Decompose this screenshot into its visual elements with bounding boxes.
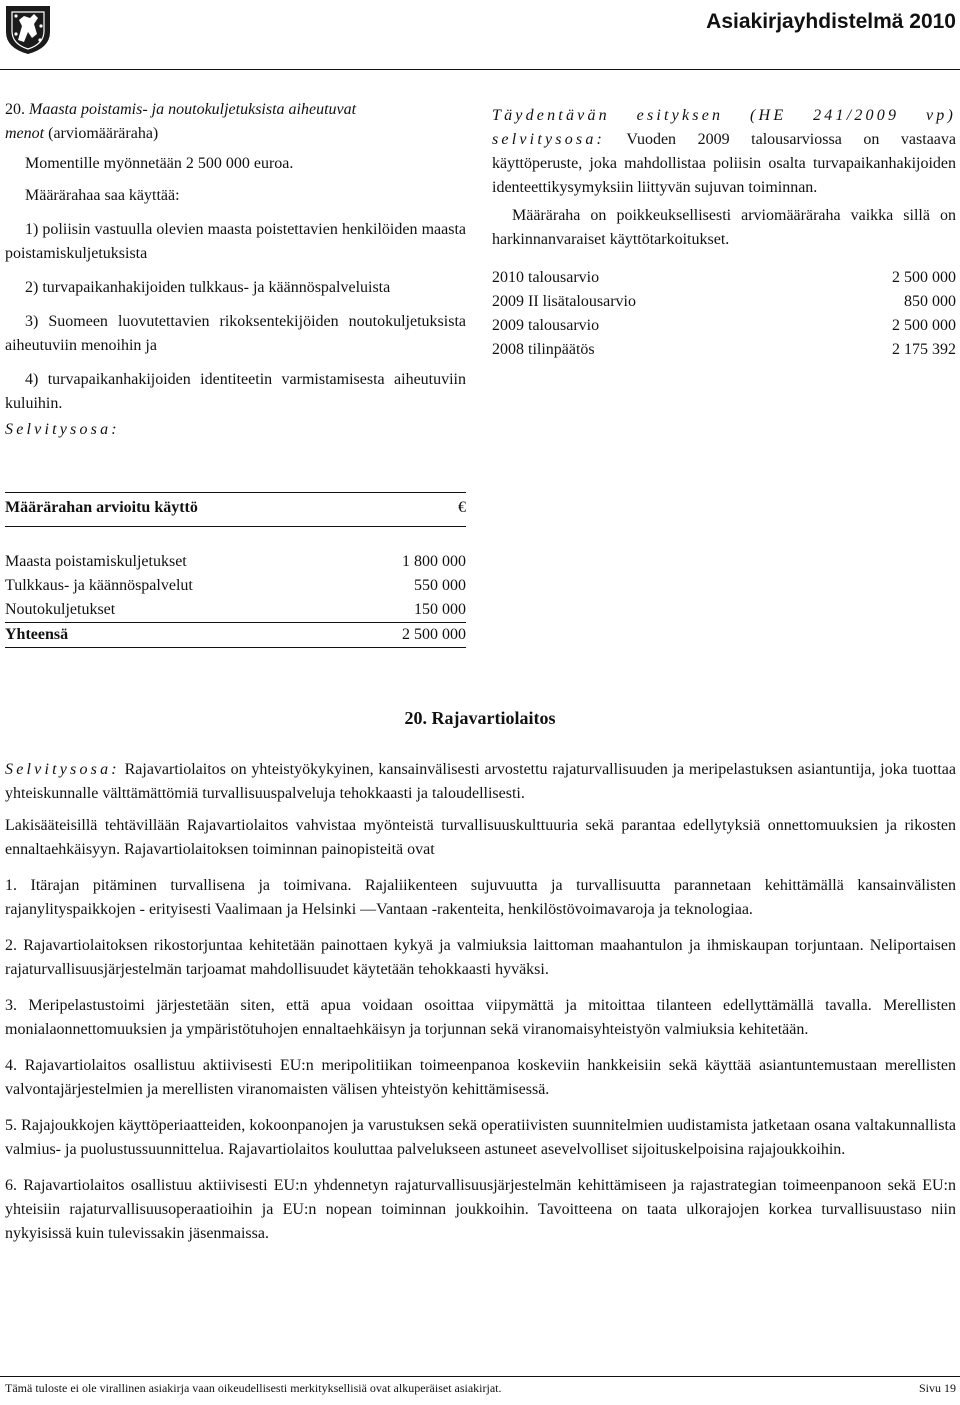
list-item: 4. Rajavartiolaitos osallistuu aktiivisesti EU:n meripolitiikan toimeenpanoa koskeviin hankkeisiin sekä käyttää asiantuntemustaan merellisten valvontajärjestelmien ja merellisten viranomaisten välisen yhteistyön kehittämisessä.	[5, 1057, 956, 1098]
paragraph: Lakisääteisillä tehtävillään Rajavartiolaitos vahvistaa myönteistä turvallisuuskulttuuria sekä parantaa edellytyksiä onnettomuuksien ja rikosten ennaltaehkäisyyn. Rajavartiolaitoksen toiminnan painopisteitä ovat	[5, 817, 956, 858]
footer-divider	[0, 1376, 960, 1377]
coat-of-arms-logo	[4, 4, 52, 56]
subsection-heading: 20. Maasta poistamis- ja noutokuljetuksista aiheutuvat	[5, 101, 357, 118]
paragraph: 4) turvapaikanhakijoiden identiteetin varmistamisesta aiheutuviin kuluihin.	[5, 371, 466, 412]
list-item: 2. Rajavartiolaitoksen rikostorjuntaa kehitetään painottaen kykyä ja valmiuksia laittoman maahantulon ja ihmiskaupan torjuntaan. Neliportaisen rajaturvallisuusjärjestelmän tarjoamat mahdollisuudet käytetään tehokkaasti hyväksi.	[5, 937, 956, 978]
table-header-row: Määrärahan arvioitu käyttö €	[5, 499, 466, 516]
paragraph: Määrärahaa saa käyttää:	[25, 187, 180, 204]
table-row: Maasta poistamiskuljetukset 1 800 000	[5, 553, 466, 570]
right-column	[492, 104, 956, 362]
table-row: Noutokuljetukset 150 000	[5, 601, 466, 618]
paragraph: 3) Suomeen luovutettavien rikoksentekijöiden noutokuljetuksista aiheutuviin menoihin ja	[5, 313, 466, 354]
footer-note: Tämä tuloste ei ole virallinen asiakirja vaan oikeudellisesti merkityksellisiä ovat alkuperäiset asiakirjat.	[5, 1381, 502, 1395]
section-body	[5, 758, 956, 1246]
budget-table	[492, 266, 956, 362]
page-number: Sivu 19	[918, 1381, 956, 1395]
table-rule-bottom	[5, 647, 466, 648]
list-item: 3. Meripelastustoimi järjestetään siten, että apua voidaan osoittaa viipymättä ja mitoittaa tilanteen edellyttämällä tavalla. Merellisten monialaonnettomuuksien ja ympäristötuhojen ennaltaehkäisyn ja torjunnan sekä viranomaisyhteistyön valmiuksia kehitetään.	[5, 997, 956, 1038]
paragraph: 2) turvapaikanhakijoiden tulkkaus- ja käännöspalveluista	[25, 279, 391, 296]
section-intro: Selvitysosa: Rajavartiolaitos on yhteistyökykyinen, kansainvälisesti arvostettu rajaturvallisuuden ja meripelastuksen asiantuntija, joka tuottaa yhteiskunnalle välttämättömiä turvallisuuspalveluja tehokkaasti ja taloudellisesti.	[5, 761, 957, 802]
budget-row: 2009 II lisätalousarvio 850 000	[492, 293, 956, 310]
lion-emblem-icon	[4, 4, 52, 56]
budget-row: 2010 talousarvio 2 500 000	[492, 269, 956, 286]
left-column	[5, 98, 466, 442]
paragraph: Määräraha on poikkeuksellisesti arviomääräraha vaikka sillä on harkinnanvaraiset käyttötarkoitukset.	[492, 207, 956, 248]
usage-table	[5, 492, 466, 648]
budget-row: 2009 talousarvio 2 500 000	[492, 317, 956, 334]
paragraph: Momentille myönnetään 2 500 000 euroa.	[25, 155, 294, 172]
list-item: 1. Itärajan pitäminen turvallisena ja toimivana. Rajaliikenteen sujuvuutta ja turvallisuutta parannetaan kehittämällä kansainvälisten rajanylityspaikkojen - erityisesti Vaalimaan ja Helsinki —Vantaan -rakenteita, henkilöstövoimavaroja ja teknologiaa.	[5, 877, 956, 918]
section-title: 20. Rajavartiolaitos	[404, 708, 556, 728]
selvitysosa-label: Selvitysosa:	[5, 421, 120, 438]
list-item: 5. Rajajoukkojen käyttöperiaatteiden, kokoonpanojen ja varustuksen sekä operatiivisten suunnitelmien uudistamista jatketaan osana valtakunnallista valmius- ja puolustussuunnittelua. Rajavartiolaitos kouluttaa palvelukseen astuneet asevelvolliset sijoituskelpoisina rajajoukkoihin.	[5, 1117, 956, 1158]
document-title: Asiakirjayhdistelmä 2010	[706, 10, 956, 33]
paragraph: 1) poliisin vastuulla olevien maasta poistettavien henkilöiden maasta poistamiskuljetuksista	[5, 221, 466, 262]
header-divider	[0, 69, 960, 70]
subsection-heading-line2: menot (arviomääräraha)	[5, 125, 159, 142]
supplementary-paragraph: Täydentävän esityksen (HE 241/2009 vp) selvitysosa: Vuoden 2009 talousarviossa on vastaava käyttöperuste, joka mahdollistaa poliisin osalta turvapaikanhakijoiden identeettikysymyksiin liittyvän sujuvan toiminnan.	[492, 107, 957, 196]
list-item: 6. Rajavartiolaitos osallistuu aktiivisesti EU:n yhdennetyn rajaturvallisuusjärjestelmän kehittämiseen ja rajastrategian toimeenpanoon sekä EU:n yhteisiin rajaturvallisuusoperaatioihin ja EU:n nopean toiminnan joukkoihin. Tavoitteena on taata ulkorajojen korkea turvallisuustaso niin nykyisissä kuin tulevissakin jäsenmaissa.	[5, 1177, 956, 1242]
table-total-row: Yhteensä 2 500 000	[5, 626, 466, 643]
budget-row: 2008 tilinpäätös 2 175 392	[492, 341, 956, 358]
table-row: Tulkkaus- ja käännöspalvelut 550 000	[5, 577, 466, 594]
